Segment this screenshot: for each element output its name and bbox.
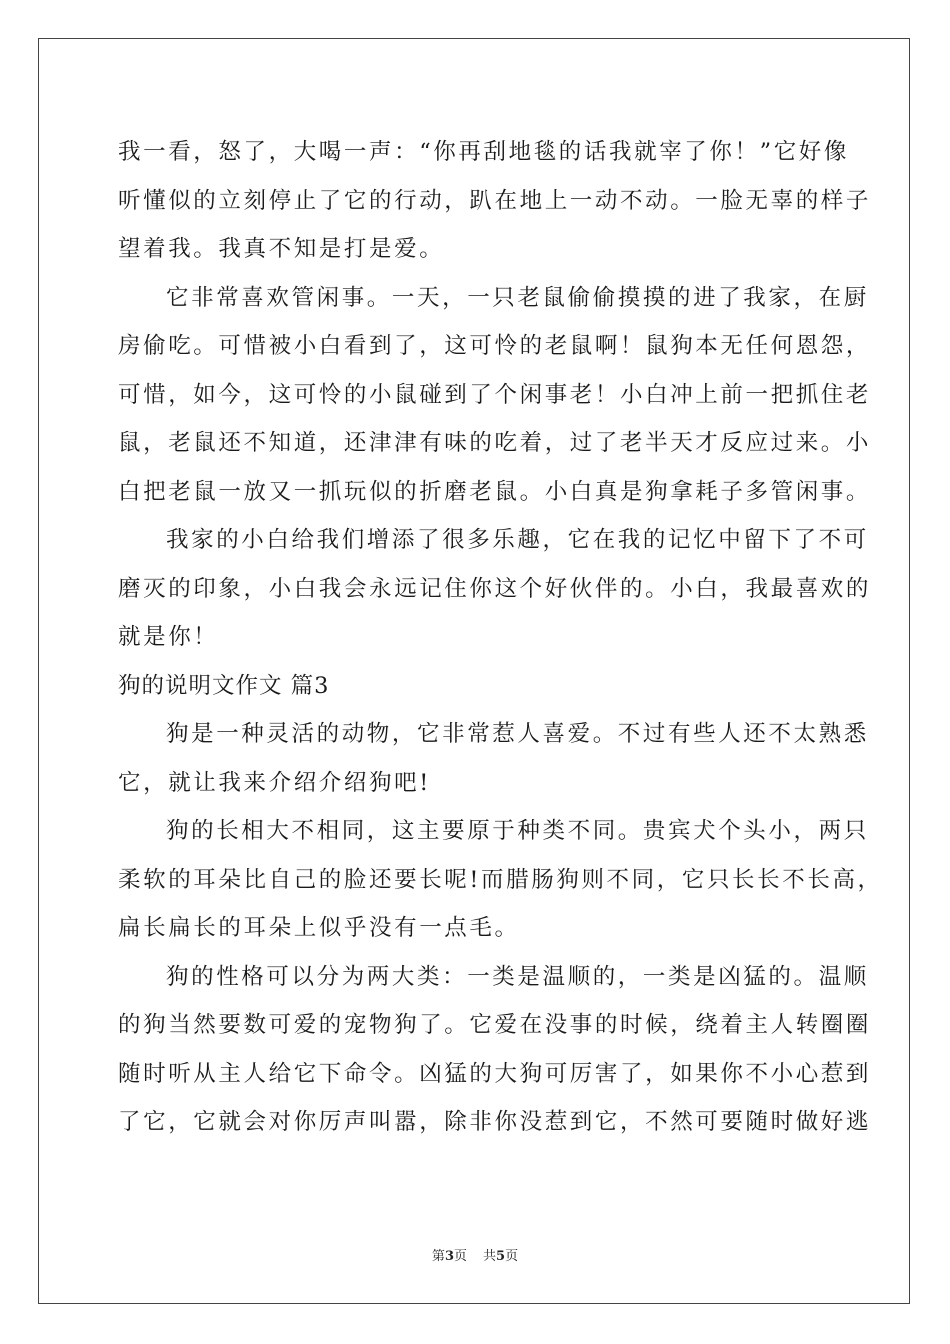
text-line: 了它，它就会对你厉声叫嚣，除非你没惹到它，不然可要随时做好逃 [118,1109,872,1135]
text-line: 听懂似的立刻停止了它的行动，趴在地上一动不动。一脸无辜的样子 [118,187,872,214]
text-line: 我一看，怒了，大喝一声：“你再刮地毯的话我就宰了你！”它好像 [118,139,850,165]
text-line: 望着我。我真不知是打是爱。 [118,236,445,262]
paragraph-start-line: 它非常喜欢管闲事。一天，一只老鼠偷偷摸摸的进了我家，在厨 [166,284,869,311]
page-total: 共5页 [483,1249,519,1264]
text-line: 鼠，老鼠还不知道，还津津有味的吃着，过了老半天才反应过来。小 [118,430,872,456]
paragraph-start-line: 我家的小白给我们增添了很多乐趣，它在我的记忆中留下了不可 [166,527,869,553]
text-line: 就是你！ [118,624,219,650]
paragraph-start-line: 狗的性格可以分为两大类：一类是温顺的，一类是凶猛的。温顺 [166,963,869,990]
text-line: 房偷吃。可惜被小白看到了，这可怜的老鼠啊！鼠狗本无任何恩怨， [118,333,872,359]
section-heading: 狗的说明文作文 篇3 [118,672,330,699]
page-footer [0,1245,950,1264]
text-line: 的狗当然要数可爱的宠物狗了。它爱在没事的时候，绕着主人转圈圈 [118,1012,872,1038]
page-number: 第3页 [431,1249,467,1264]
paragraph-start-line: 狗是一种灵活的动物，它非常惹人喜爱。不过有些人还不太熟悉 [166,721,869,747]
text-line: 扁长扁长的耳朵上似乎没有一点毛。 [118,915,520,941]
text-line: 它，就让我来介绍介绍狗吧! [118,769,431,796]
text-line: 可惜，如今，这可怜的小鼠碰到了个闲事老！小白冲上前一把抓住老 [118,381,872,408]
text-line: 白把老鼠一放又一抓玩似的折磨老鼠。小白真是狗拿耗子多管闲事。 [118,478,872,505]
text-line: 随时听从主人给它下命令。凶猛的大狗可厉害了，如果你不小心惹到 [118,1060,872,1087]
text-line: 柔软的耳朵比自己的脸还要长呢!而腊肠狗则不同，它只长长不长高， [118,866,883,893]
text-line: 磨灭的印象，小白我会永远记住你这个好伙伴的。小白，我最喜欢的 [118,575,872,602]
paragraph-start-line: 狗的长相大不相同，这主要原于种类不同。贵宾犬个头小，两只 [166,818,869,844]
document-body [118,128,883,1147]
